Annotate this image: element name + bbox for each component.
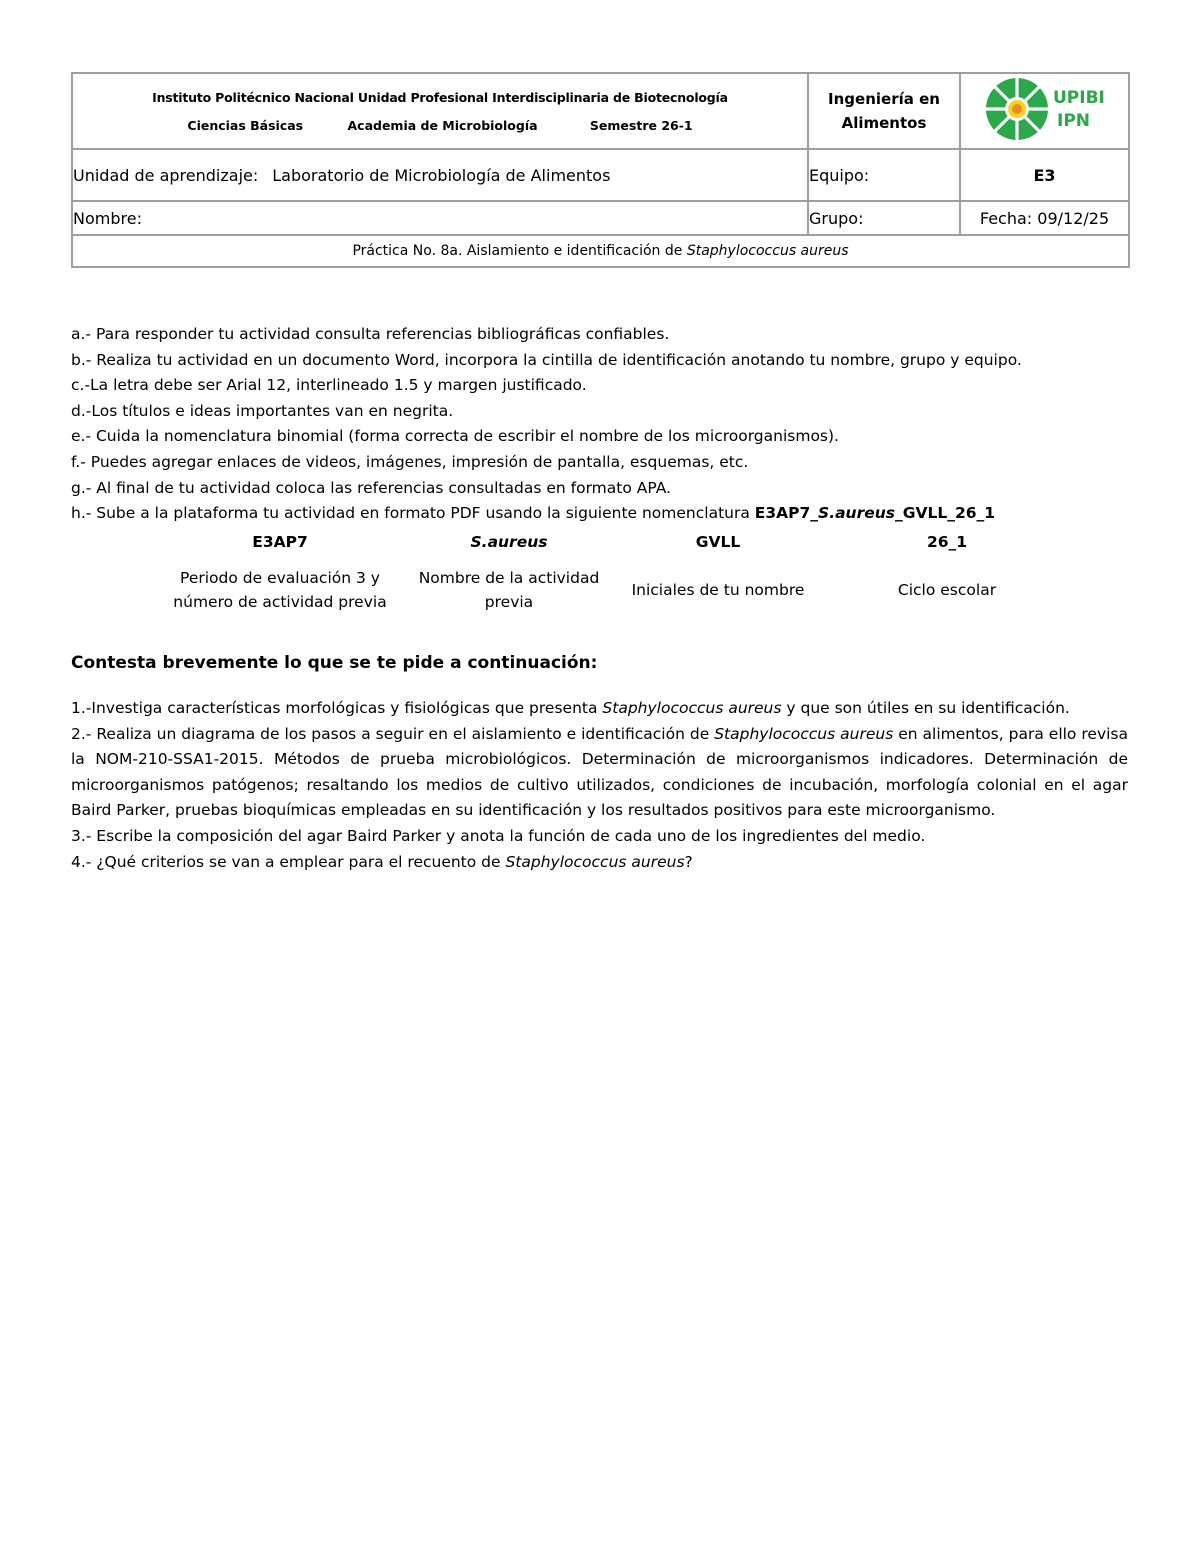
nomenclature-col-period xyxy=(165,530,395,626)
academy-label: Academia de Microbiología xyxy=(347,117,538,133)
nomenclature-code-4: 26_1 xyxy=(926,533,968,551)
identification-header-table xyxy=(71,72,1130,268)
nomenclature-col-activity xyxy=(400,530,618,626)
group-label: Grupo: xyxy=(809,208,864,228)
date-cell: Fecha: 09/12/25 xyxy=(960,201,1129,235)
practice-prefix: Práctica No. 8a. Aislamiento e identificación de xyxy=(352,243,687,259)
nomenclature-col-cycle xyxy=(820,530,1074,626)
question-2: 2.- Realiza un diagrama de los pasos a seguir en el aislamiento e identificación de Staphylococcus aureus en alimentos, para ello revisa la NOM-210-SSA1-2015. Métodos de prueba microbiológicos. Determinación de microorganismos indicadores. Determinación de microorganismos patógenos; resaltando los medios de cultivo utilizados, condiciones de incubación, morfología colonial en el agar Baird Parker, pruebas bioquímicas empleadas en su identificación y los resultados positivos para este microorganismo. xyxy=(71,724,1128,820)
logo-cell xyxy=(960,73,1129,149)
nomenclature-code-1: E3AP7 xyxy=(252,533,308,551)
unit-label: Unidad de aprendizaje: xyxy=(73,165,259,185)
logo-text-top: UPIBI xyxy=(1052,88,1105,108)
nomenclature-desc-2: Nombre de la actividad previa xyxy=(418,569,600,611)
team-label: Equipo: xyxy=(809,165,870,185)
practice-title xyxy=(72,235,1129,267)
team-value: E3 xyxy=(960,149,1129,201)
questions-list xyxy=(71,696,1128,875)
instruction-f: f.- Puedes agregar enlaces de videos, imágenes, impresión de pantalla, esquemas, etc. xyxy=(71,452,749,471)
instruction-a: a.- Para responder tu actividad consulta referencias bibliográficas confiables. xyxy=(71,325,670,343)
group-cell xyxy=(808,201,960,235)
institution-cell xyxy=(72,73,808,149)
area-label: Ciencias Básicas xyxy=(187,117,304,133)
institution-name: Instituto Politécnico Nacional Unidad Profesional Interdisciplinaria de Biotecnología xyxy=(152,89,728,105)
instruction-e: e.- Cuida la nomenclatura binomial (forma correcta de escribir el nombre de los microorganismos). xyxy=(71,427,839,446)
logo-text-bottom: IPN xyxy=(1056,111,1090,131)
upibi-logo xyxy=(985,74,1105,144)
nomenclature-desc-4: Ciclo escolar xyxy=(897,581,997,599)
career-line-1: Ingeniería en xyxy=(828,90,940,108)
nomenclature-col-initials xyxy=(630,530,806,626)
nomenclature-code: E3AP7_S.aureus_GVLL_26_1 xyxy=(754,504,996,523)
instruction-g: g.- Al final de tu actividad coloca las referencias consultadas en formato APA. xyxy=(71,478,671,497)
nomenclature-desc-3: Iniciales de tu nombre xyxy=(631,581,805,599)
nomenclature-desc-1: Periodo de evaluación 3 y número de actividad previa xyxy=(173,569,387,611)
question-1: 1.-Investiga características morfológicas y fisiológicas que presenta Staphylococcus aureus y que son útiles en su identificación. xyxy=(71,699,1070,717)
instruction-b: b.- Realiza tu actividad en un documento Word, incorpora la cintilla de identificación anotando tu nombre, grupo y equipo. xyxy=(71,350,1022,369)
career-line-2: Alimentos xyxy=(841,114,927,132)
question-3: 3.- Escribe la composición del agar Baird Parker y anota la función de cada uno de los ingredientes del medio. xyxy=(71,826,926,845)
semester-label: Semestre 26-1 xyxy=(589,117,693,133)
unit-cell xyxy=(72,149,808,201)
instructions-list xyxy=(71,322,1128,527)
instruction-h: h.- Sube a la plataforma tu actividad en formato PDF usando la siguiente nomenclatura E3AP7_S.aureus_GVLL_26_1 xyxy=(71,504,996,523)
name-label: Nombre: xyxy=(73,208,142,228)
unit-value: Laboratorio de Microbiología de Alimentos xyxy=(272,165,611,185)
nomenclature-code-2: S.aureus xyxy=(470,533,548,551)
institution-subline xyxy=(73,118,807,133)
question-4: 4.- ¿Qué criterios se van a emplear para el recuento de Staphylococcus aureus? xyxy=(71,852,693,871)
nomenclature-code-3: GVLL xyxy=(695,533,741,551)
practice-organism: Staphylococcus aureus xyxy=(686,243,849,259)
instruction-c: c.-La letra debe ser Arial 12, interlineado 1.5 y margen justificado. xyxy=(71,376,587,395)
section-subtitle: Contesta brevemente lo que se te pide a continuación: xyxy=(71,653,598,673)
team-label-cell xyxy=(808,149,960,201)
instruction-d: d.-Los títulos e ideas importantes van en negrita. xyxy=(71,401,454,420)
name-cell xyxy=(72,201,808,235)
career-cell xyxy=(808,73,960,149)
